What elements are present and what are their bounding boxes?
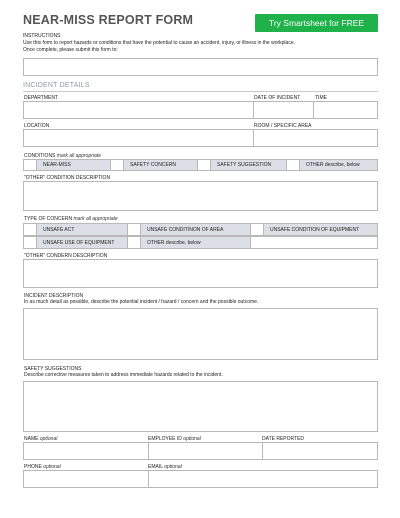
employee-id-field[interactable] (148, 442, 263, 460)
concern-row-2 (23, 236, 378, 249)
concern-label (24, 216, 118, 222)
name-label-text: NAME (24, 436, 39, 442)
name-note: optional (39, 436, 58, 442)
time-field[interactable] (313, 101, 378, 119)
concern-label-text: TYPE OF CONCERN (24, 216, 73, 222)
suggestions-instructions: Describe corrective measures taken to address immediate hazards related to the incident. (24, 372, 223, 378)
phone-label-text: PHONE (24, 464, 42, 470)
other-condition-option: OTHER describe, below (300, 160, 377, 170)
conditions-note: mark all appropriate (56, 153, 101, 159)
unsafe-use-checkbox[interactable] (24, 237, 37, 248)
location-field[interactable] (23, 129, 254, 147)
other-condition-field[interactable] (23, 181, 378, 211)
time-label: TIME (315, 95, 327, 101)
other-concern-field[interactable] (23, 259, 378, 288)
phone-note: optional (43, 464, 61, 470)
safety-suggestion-checkbox[interactable] (198, 160, 211, 170)
employee-id-label-text: EMPLOYEE ID (148, 436, 182, 442)
email-note: optional (164, 464, 182, 470)
unsafe-act-option: UNSAFE ACT (37, 224, 128, 235)
near-miss-checkbox[interactable] (24, 160, 37, 170)
suggestions-field[interactable] (23, 381, 378, 432)
name-field[interactable] (23, 442, 149, 460)
suggestions-heading: SAFETY SUGGESTIONS (24, 366, 82, 372)
other-concern-option: OTHER describe, below (141, 237, 251, 248)
email-field[interactable] (148, 470, 378, 488)
safety-concern-checkbox[interactable] (111, 160, 124, 170)
conditions-label-text: CONDITIONS (24, 153, 56, 159)
unsafe-area-option: UNSAFE CONDITINON OF AREA (141, 224, 251, 235)
department-field[interactable] (23, 101, 254, 119)
date-of-incident-field[interactable] (253, 101, 314, 119)
near-miss-option: NEAR-MISS (37, 160, 111, 170)
room-label: ROOM / SPECIFIC AREA (254, 123, 312, 129)
date-of-incident-label: DATE OF INCIDENT (254, 95, 301, 101)
email-label-text: EMAIL (148, 464, 163, 470)
safety-concern-option: SAFETY CONCERN (124, 160, 198, 170)
empty-cell (251, 237, 377, 248)
date-reported-field[interactable] (262, 442, 378, 460)
employee-id-note: optional (183, 436, 201, 442)
unsafe-equipment-option: UNSAFE CONDITION OF EQUIPMENT (264, 224, 377, 235)
concern-note: mark all appropriate (73, 216, 118, 222)
location-label: LOCATION (24, 123, 50, 129)
safety-suggestion-option: SAFETY SUGGESTION (211, 160, 287, 170)
instructions-line-2: Once complete, please submit this form to: (23, 47, 118, 53)
other-condition-checkbox[interactable] (287, 160, 300, 170)
description-field[interactable] (23, 308, 378, 360)
other-concern-checkbox[interactable] (128, 237, 141, 248)
description-heading: INCIDENT DESCRIPTION (24, 293, 84, 299)
department-label: DEPARTMENT (24, 95, 58, 101)
phone-field[interactable] (23, 470, 149, 488)
submit-to-field[interactable] (23, 58, 378, 76)
date-reported-label: DATE REPORTED (262, 436, 305, 442)
unsafe-area-checkbox[interactable] (128, 224, 141, 235)
description-instructions: In as much detail as possible, describe the potential incident / hazard / concern and the possible outcome. (24, 299, 259, 305)
page-title: NEAR-MISS REPORT FORM (23, 13, 194, 27)
instructions-line-1: Use this form to report hazards or conditions that have the potential to cause an accident, injury, or illness in the workplace. (23, 40, 295, 46)
other-condition-label: "OTHER" CONDITION DESCRIPTION (24, 175, 111, 181)
conditions-options-row (23, 159, 378, 171)
other-concern-label: "OTHER" CONDERN DESCRIPTION (24, 253, 108, 259)
try-smartsheet-button[interactable]: Try Smartsheet for FREE (255, 14, 378, 32)
unsafe-act-checkbox[interactable] (24, 224, 37, 235)
incident-details-heading: INCIDENT DETAILS (23, 82, 90, 89)
section-divider (23, 91, 378, 92)
concern-row-1 (23, 223, 378, 236)
room-field[interactable] (253, 129, 378, 147)
unsafe-equipment-checkbox[interactable] (251, 224, 264, 235)
unsafe-use-option: UNSAFE USE OF EQUIPMENT (37, 237, 128, 248)
instructions-heading: INSTRUCTIONS (23, 33, 61, 39)
